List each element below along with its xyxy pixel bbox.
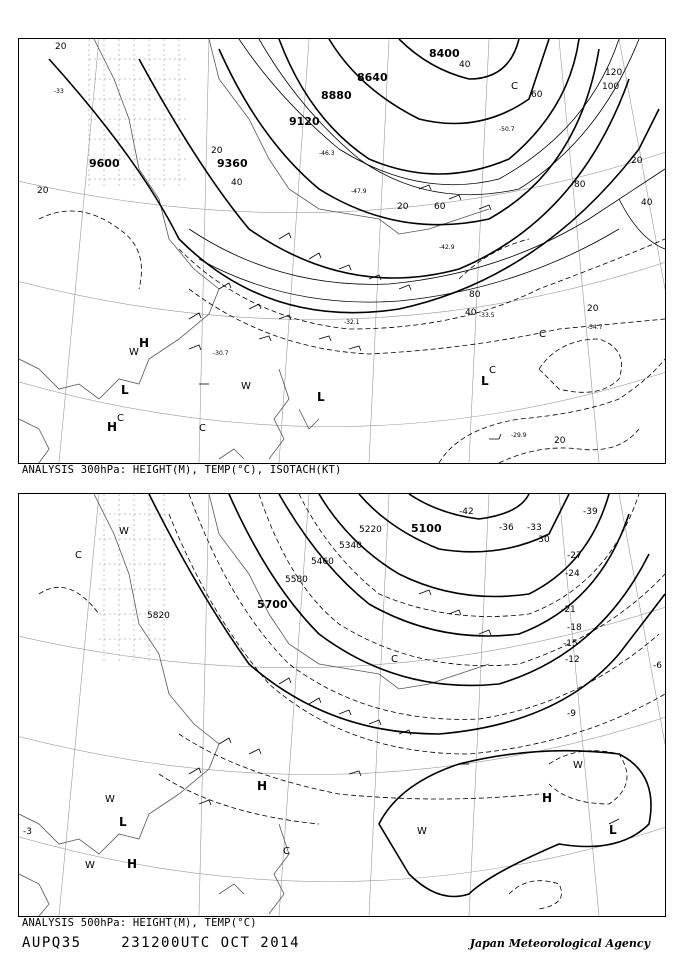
isotach-label: 60	[531, 90, 543, 100]
height-label: 5460	[311, 557, 334, 567]
height-label: 5340	[339, 541, 362, 551]
height-contours	[49, 39, 659, 313]
temp-label: -9	[567, 709, 576, 719]
isotachs	[189, 39, 665, 302]
height-label: 8400	[429, 47, 460, 60]
isotach-label: 40	[459, 60, 471, 70]
high-pressure-symbol: H	[257, 779, 268, 793]
cold-symbol: C	[117, 413, 124, 424]
map-panel-300hpa	[18, 38, 666, 464]
temp-label: -21	[561, 605, 576, 615]
temp-label: -47.9	[351, 188, 367, 195]
warm-symbol: W	[119, 526, 129, 537]
warm-symbol: W	[129, 347, 139, 358]
temp-label: -42	[459, 507, 474, 517]
coastline	[19, 39, 489, 463]
isotach-label: 20	[37, 186, 49, 196]
temp-label: -50.7	[499, 126, 515, 133]
chart-id: AUPQ35	[22, 935, 82, 951]
temp-label: -46.3	[319, 150, 335, 157]
valid-time: 231200UTC OCT 2014	[121, 935, 301, 951]
temp-label: -15	[563, 639, 578, 649]
agency-name: Japan Meteorological Agency	[469, 937, 650, 950]
temp-label: -24	[565, 569, 580, 579]
isotach-label: 20	[587, 304, 599, 314]
temp-label: -27	[567, 551, 582, 561]
cold-symbol: C	[75, 550, 82, 561]
isotach-label: 80	[469, 290, 481, 300]
temp-label: -34.7	[587, 324, 603, 331]
isotach-label: 20	[554, 436, 566, 446]
coastline	[19, 494, 489, 916]
temp-label: -36	[499, 523, 514, 533]
cold-symbol: C	[391, 654, 398, 665]
cold-symbol: C	[539, 329, 546, 340]
height-label: 9360	[217, 157, 248, 170]
height-label: 5700	[257, 598, 288, 611]
warm-symbol: W	[573, 760, 583, 771]
temp-label: -6	[653, 661, 662, 671]
height-label: 9120	[289, 115, 320, 128]
isotach-label: 60	[434, 202, 446, 212]
low-pressure-symbol: L	[317, 390, 325, 404]
isotach-label: 100	[602, 82, 620, 92]
height-label: 5100	[411, 522, 442, 535]
high-pressure-symbol: H	[139, 336, 150, 350]
isotherms	[39, 211, 665, 463]
warm-symbol: W	[85, 860, 95, 871]
temp-label: -42.9	[439, 244, 455, 251]
map-panel-500hpa	[18, 493, 666, 917]
isotach-label: 40	[231, 178, 243, 188]
cold-symbol: C	[199, 423, 206, 434]
low-pressure-symbol: L	[121, 383, 129, 397]
high-pressure-symbol: H	[542, 791, 553, 805]
map-500hpa-svg	[19, 494, 665, 916]
temp-label: -32.1	[344, 319, 360, 326]
isotach-label: 20	[397, 202, 409, 212]
height-label: 8640	[357, 71, 388, 84]
caption-300hpa: ANALYSIS 300hPa: HEIGHT(M), TEMP(°C), ISOTACH(KT)	[22, 464, 342, 476]
temp-label: -3	[23, 827, 32, 837]
temp-label: -39	[583, 507, 598, 517]
isotach-label: 20	[211, 146, 223, 156]
chart-identifier	[22, 935, 300, 951]
temp-label: -29.9	[511, 432, 527, 439]
map-300hpa-svg	[19, 39, 665, 463]
warm-symbol: W	[417, 826, 427, 837]
isotach-label: 20	[55, 42, 67, 52]
low-pressure-symbol: L	[481, 374, 489, 388]
height-label: 9600	[89, 157, 120, 170]
height-label: 5220	[359, 525, 382, 535]
isotach-label: 40	[465, 308, 477, 318]
temp-label: -30	[535, 535, 550, 545]
low-pressure-symbol: L	[119, 815, 127, 829]
temp-label: -33	[54, 88, 64, 95]
temp-label: -12	[565, 655, 580, 665]
height-contours	[149, 494, 665, 897]
isotach-label: 20	[631, 156, 643, 166]
temp-label: -33.5	[479, 312, 495, 319]
height-label: 5820	[147, 611, 170, 621]
temp-label: -30.7	[213, 350, 229, 357]
isotach-label: 120	[605, 68, 623, 78]
isotach-label: 80	[574, 180, 586, 190]
height-label: 8880	[321, 89, 352, 102]
graticule	[19, 39, 665, 463]
caption-500hpa: ANALYSIS 500hPa: HEIGHT(M), TEMP(°C)	[22, 917, 257, 929]
cold-symbol: C	[489, 365, 496, 376]
warm-symbol: W	[105, 794, 115, 805]
isotach-label: 40	[641, 198, 653, 208]
temp-label: -18	[567, 623, 582, 633]
low-pressure-symbol: L	[609, 823, 617, 837]
height-label: 5580	[285, 575, 308, 585]
high-pressure-symbol: H	[107, 420, 118, 434]
high-pressure-symbol: H	[127, 857, 138, 871]
cold-symbol: C	[511, 81, 518, 92]
cold-symbol: C	[283, 846, 290, 857]
warm-symbol: W	[241, 381, 251, 392]
temp-label: -33	[527, 523, 542, 533]
hatch-region	[99, 494, 169, 664]
